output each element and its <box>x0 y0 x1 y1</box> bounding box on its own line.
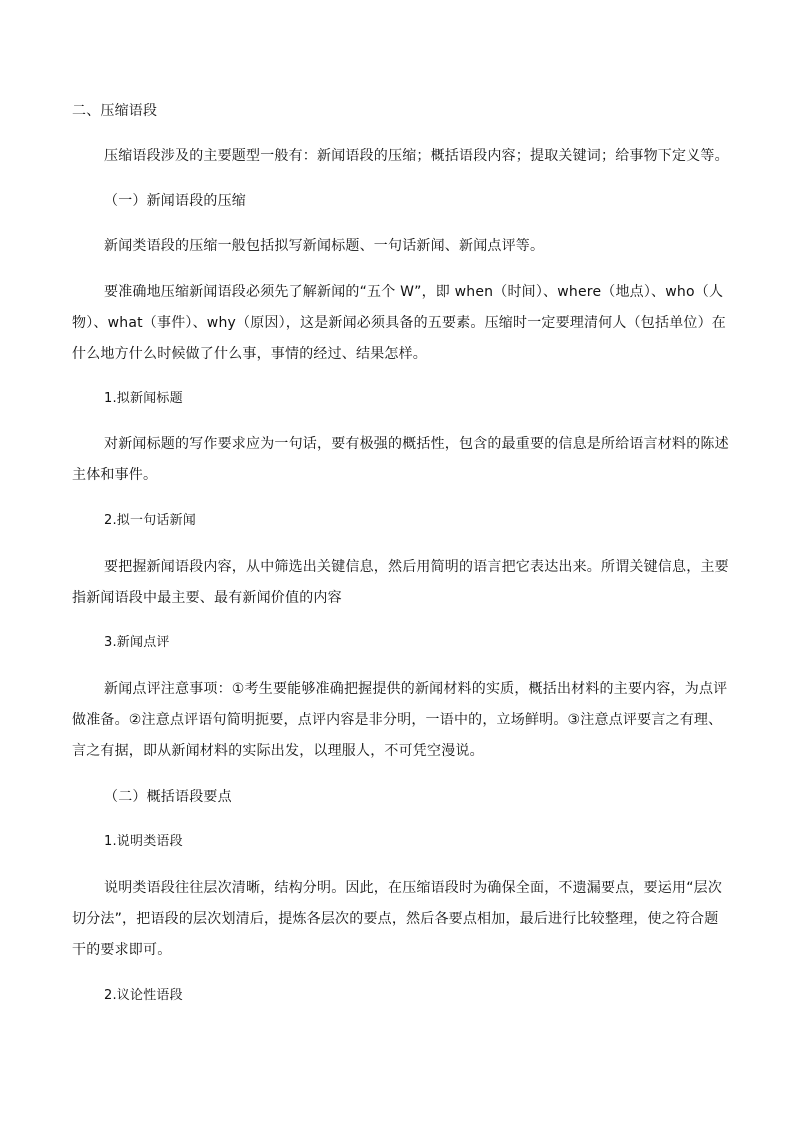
paragraph-line: 言之有据，即从新闻材料的实际出发，以理服人，不可凭空漫说。 <box>72 743 484 759</box>
paragraph-line: 新闻类语段的压缩一般包括拟写新闻标题、一句话新闻、新闻点评等。 <box>104 238 545 254</box>
paragraph-line: 说明类语段往往层次清晰，结构分明。因此，在压缩语段时为确保全面，不遗漏要点，要运用“层次 <box>104 880 723 896</box>
item-heading: 3.新闻点评 <box>104 635 170 650</box>
item-heading: 2.拟一句话新闻 <box>104 513 197 528</box>
paragraph-line: 做准备。②注意点评语句简明扼要，点评内容是非分明，一语中的，立场鲜明。③注意点评要言之有理、 <box>72 712 723 728</box>
item-heading: 1.说明类语段 <box>104 834 183 849</box>
paragraph-line: 物）、what（事件）、why（原因），这是新闻必须具备的五要素。压缩时一定要理清何人（包括单位）在 <box>72 315 726 331</box>
paragraph-line: 指新闻语段中最主要、最有新闻价值的内容 <box>72 590 342 606</box>
item-heading: 1.拟新闻标题 <box>104 391 183 406</box>
paragraph-line: 主体和事件。 <box>72 467 158 483</box>
paragraph-line: 什么地方什么时候做了什么事，事情的经过、结果怎样。 <box>72 346 427 362</box>
paragraph-line: 要准确地压缩新闻语段必须先了解新闻的“五个 W”，即 when（时间）、where（地点）、who（人 <box>104 284 724 300</box>
paragraph-line: 要把握新闻语段内容，从中筛选出关键信息，然后用简明的语言把它表达出来。所谓关键信息，主要 <box>104 559 729 575</box>
paragraph-line: 切分法”，把语段的层次划清后，提炼各层次的要点，然后各要点相加，最后进行比较整理，使之符合题 <box>72 911 719 927</box>
paragraph-line: 对新闻标题的写作要求应为一句话，要有极强的概括性，包含的最重要的信息是所给语言材料的陈述 <box>104 436 729 452</box>
paragraph-line: 压缩语段涉及的主要题型一般有：新闻语段的压缩；概括语段内容；提取关键词；给事物下定义等。 <box>104 148 729 164</box>
paragraph-line: 干的要求即可。 <box>72 942 172 958</box>
paragraph-line: 新闻点评注意事项：①考生要能够准确把握提供的新闻材料的实质，概括出材料的主要内容，为点评 <box>104 681 728 697</box>
subsection-heading: （二）概括语段要点 <box>104 789 232 805</box>
subsection-heading: （一）新闻语段的压缩 <box>104 193 246 209</box>
item-heading: 2.议论性语段 <box>104 988 183 1003</box>
section-heading: 二、压缩语段 <box>72 103 158 119</box>
